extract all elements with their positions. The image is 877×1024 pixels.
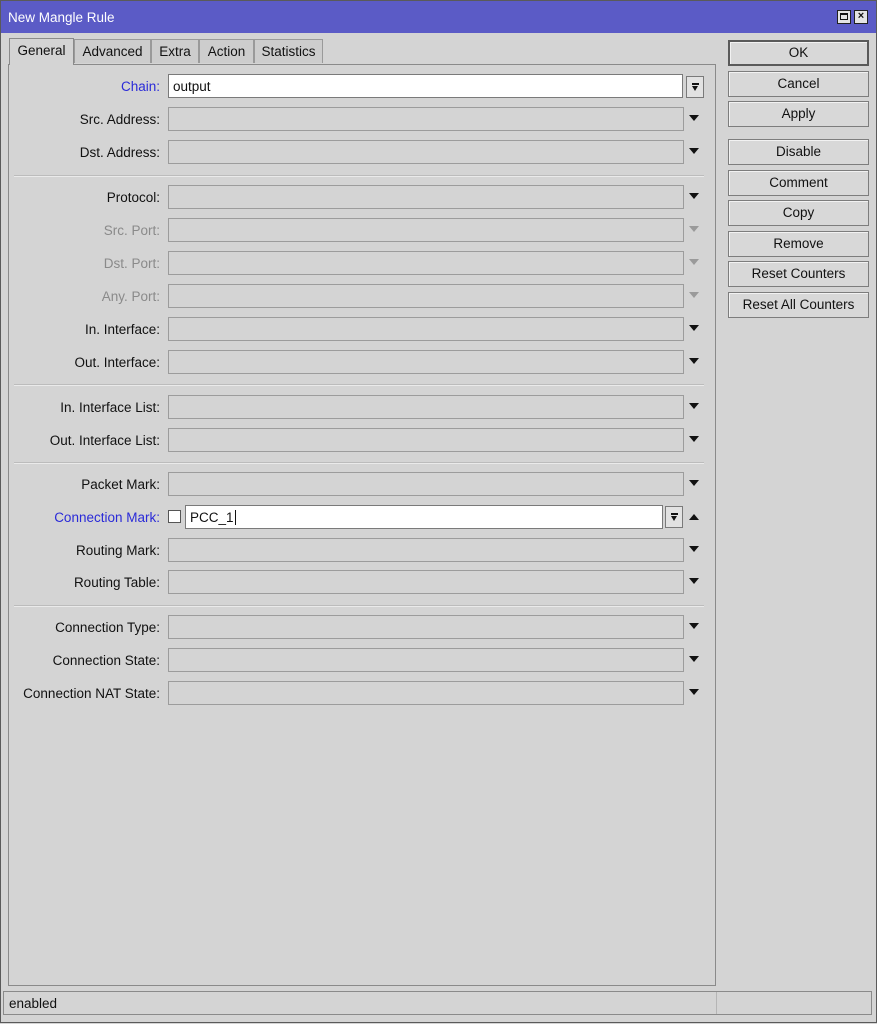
separator <box>14 384 704 386</box>
protocol-label: Protocol: <box>106 190 160 205</box>
ok-button[interactable]: OK <box>728 40 869 66</box>
src-port-label: Src. Port: <box>103 223 160 238</box>
any-port-label: Any. Port: <box>101 289 160 304</box>
routing-mark-input[interactable] <box>168 538 684 562</box>
dst-port-input <box>168 251 684 275</box>
window-title: New Mangle Rule <box>8 10 115 25</box>
status-bar <box>3 991 872 1015</box>
connection-mark-negate-checkbox[interactable] <box>168 510 181 523</box>
reset-counters-button[interactable]: Reset Counters <box>728 261 869 287</box>
tab-statistics[interactable]: Statistics <box>254 39 323 63</box>
connection-mark-row <box>1 505 716 531</box>
cancel-button[interactable]: Cancel <box>728 71 869 97</box>
connection-type-row <box>1 615 716 641</box>
title-bar[interactable] <box>1 1 876 33</box>
protocol-row <box>1 185 716 211</box>
packet-mark-row <box>1 472 716 498</box>
out-interface-list-input[interactable] <box>168 428 684 452</box>
dst-address-row <box>1 140 716 166</box>
out-interface-input[interactable] <box>168 350 684 374</box>
src-port-input <box>168 218 684 242</box>
apply-button[interactable]: Apply <box>728 101 869 127</box>
remove-button[interactable]: Remove <box>728 231 869 257</box>
connection-nat-state-expand-icon[interactable] <box>689 689 699 695</box>
protocol-expand-icon[interactable] <box>689 193 699 199</box>
connection-mark-input[interactable] <box>185 505 663 529</box>
out-interface-list-row <box>1 428 716 454</box>
copy-button[interactable]: Copy <box>728 200 869 226</box>
any-port-row <box>1 284 716 310</box>
chain-dropdown-icon[interactable] <box>686 76 704 98</box>
chain-input[interactable] <box>168 74 683 98</box>
comment-button[interactable]: Comment <box>728 170 869 196</box>
packet-mark-expand-icon[interactable] <box>689 480 699 486</box>
panel-top-border <box>74 64 716 65</box>
tab-extra[interactable]: Extra <box>151 39 199 63</box>
chain-value: output <box>173 79 211 94</box>
dst-address-input[interactable] <box>168 140 684 164</box>
status-divider <box>716 992 717 1014</box>
src-address-row <box>1 107 716 133</box>
connection-state-input[interactable] <box>168 648 684 672</box>
in-interface-row <box>1 317 716 343</box>
disable-button[interactable]: Disable <box>728 139 869 165</box>
routing-mark-row <box>1 538 716 564</box>
out-interface-row <box>1 350 716 376</box>
close-icon[interactable]: × <box>854 10 868 24</box>
connection-mark-label: Connection Mark: <box>54 510 160 525</box>
any-port-input <box>168 284 684 308</box>
in-interface-list-label: In. Interface List: <box>60 400 160 415</box>
routing-mark-label: Routing Mark: <box>75 543 160 558</box>
src-port-expand-icon <box>689 226 699 232</box>
out-interface-label: Out. Interface: <box>74 355 160 370</box>
connection-nat-state-input[interactable] <box>168 681 684 705</box>
out-interface-list-expand-icon[interactable] <box>689 436 699 442</box>
connection-nat-state-label: Connection NAT State: <box>23 686 160 701</box>
in-interface-list-row <box>1 395 716 421</box>
tab-action[interactable]: Action <box>199 39 254 63</box>
reset-all-counters-button[interactable]: Reset All Counters <box>728 292 869 318</box>
connection-type-input[interactable] <box>168 615 684 639</box>
dst-address-expand-icon[interactable] <box>689 148 699 154</box>
chain-row <box>1 74 716 100</box>
any-port-expand-icon <box>689 292 699 298</box>
in-interface-list-expand-icon[interactable] <box>689 403 699 409</box>
protocol-input[interactable] <box>168 185 684 209</box>
packet-mark-label: Packet Mark: <box>81 477 160 492</box>
chain-label: Chain: <box>120 79 160 94</box>
separator <box>14 605 704 607</box>
connection-state-row <box>1 648 716 674</box>
separator <box>14 462 704 464</box>
routing-mark-expand-icon[interactable] <box>689 546 699 552</box>
dst-address-label: Dst. Address: <box>79 145 160 160</box>
src-port-row <box>1 218 716 244</box>
routing-table-expand-icon[interactable] <box>689 578 699 584</box>
connection-type-label: Connection Type: <box>55 620 160 635</box>
connection-state-label: Connection State: <box>52 653 160 668</box>
routing-table-input[interactable] <box>168 570 684 594</box>
connection-type-expand-icon[interactable] <box>689 623 699 629</box>
dst-port-row <box>1 251 716 277</box>
maximize-icon[interactable] <box>837 10 851 24</box>
src-address-expand-icon[interactable] <box>689 115 699 121</box>
connection-state-expand-icon[interactable] <box>689 656 699 662</box>
connection-mark-dropdown-icon[interactable] <box>665 506 683 528</box>
dst-port-expand-icon <box>689 259 699 265</box>
tab-advanced[interactable]: Advanced <box>74 39 151 63</box>
tab-general[interactable]: General <box>9 38 74 65</box>
text-cursor <box>235 510 236 525</box>
out-interface-list-label: Out. Interface List: <box>49 433 160 448</box>
routing-table-row <box>1 570 716 596</box>
src-address-input[interactable] <box>168 107 684 131</box>
connection-mark-collapse-icon[interactable] <box>689 514 699 520</box>
status-text: enabled <box>9 996 58 1011</box>
separator <box>14 175 704 177</box>
routing-table-label: Routing Table: <box>73 575 160 590</box>
out-interface-expand-icon[interactable] <box>689 358 699 364</box>
src-address-label: Src. Address: <box>79 112 160 127</box>
in-interface-expand-icon[interactable] <box>689 325 699 331</box>
connection-mark-value: PCC_1 <box>190 510 234 525</box>
dst-port-label: Dst. Port: <box>103 256 160 271</box>
in-interface-input[interactable] <box>168 317 684 341</box>
connection-nat-state-row <box>1 681 716 707</box>
in-interface-list-input[interactable] <box>168 395 684 419</box>
in-interface-label: In. Interface: <box>84 322 160 337</box>
packet-mark-input[interactable] <box>168 472 684 496</box>
